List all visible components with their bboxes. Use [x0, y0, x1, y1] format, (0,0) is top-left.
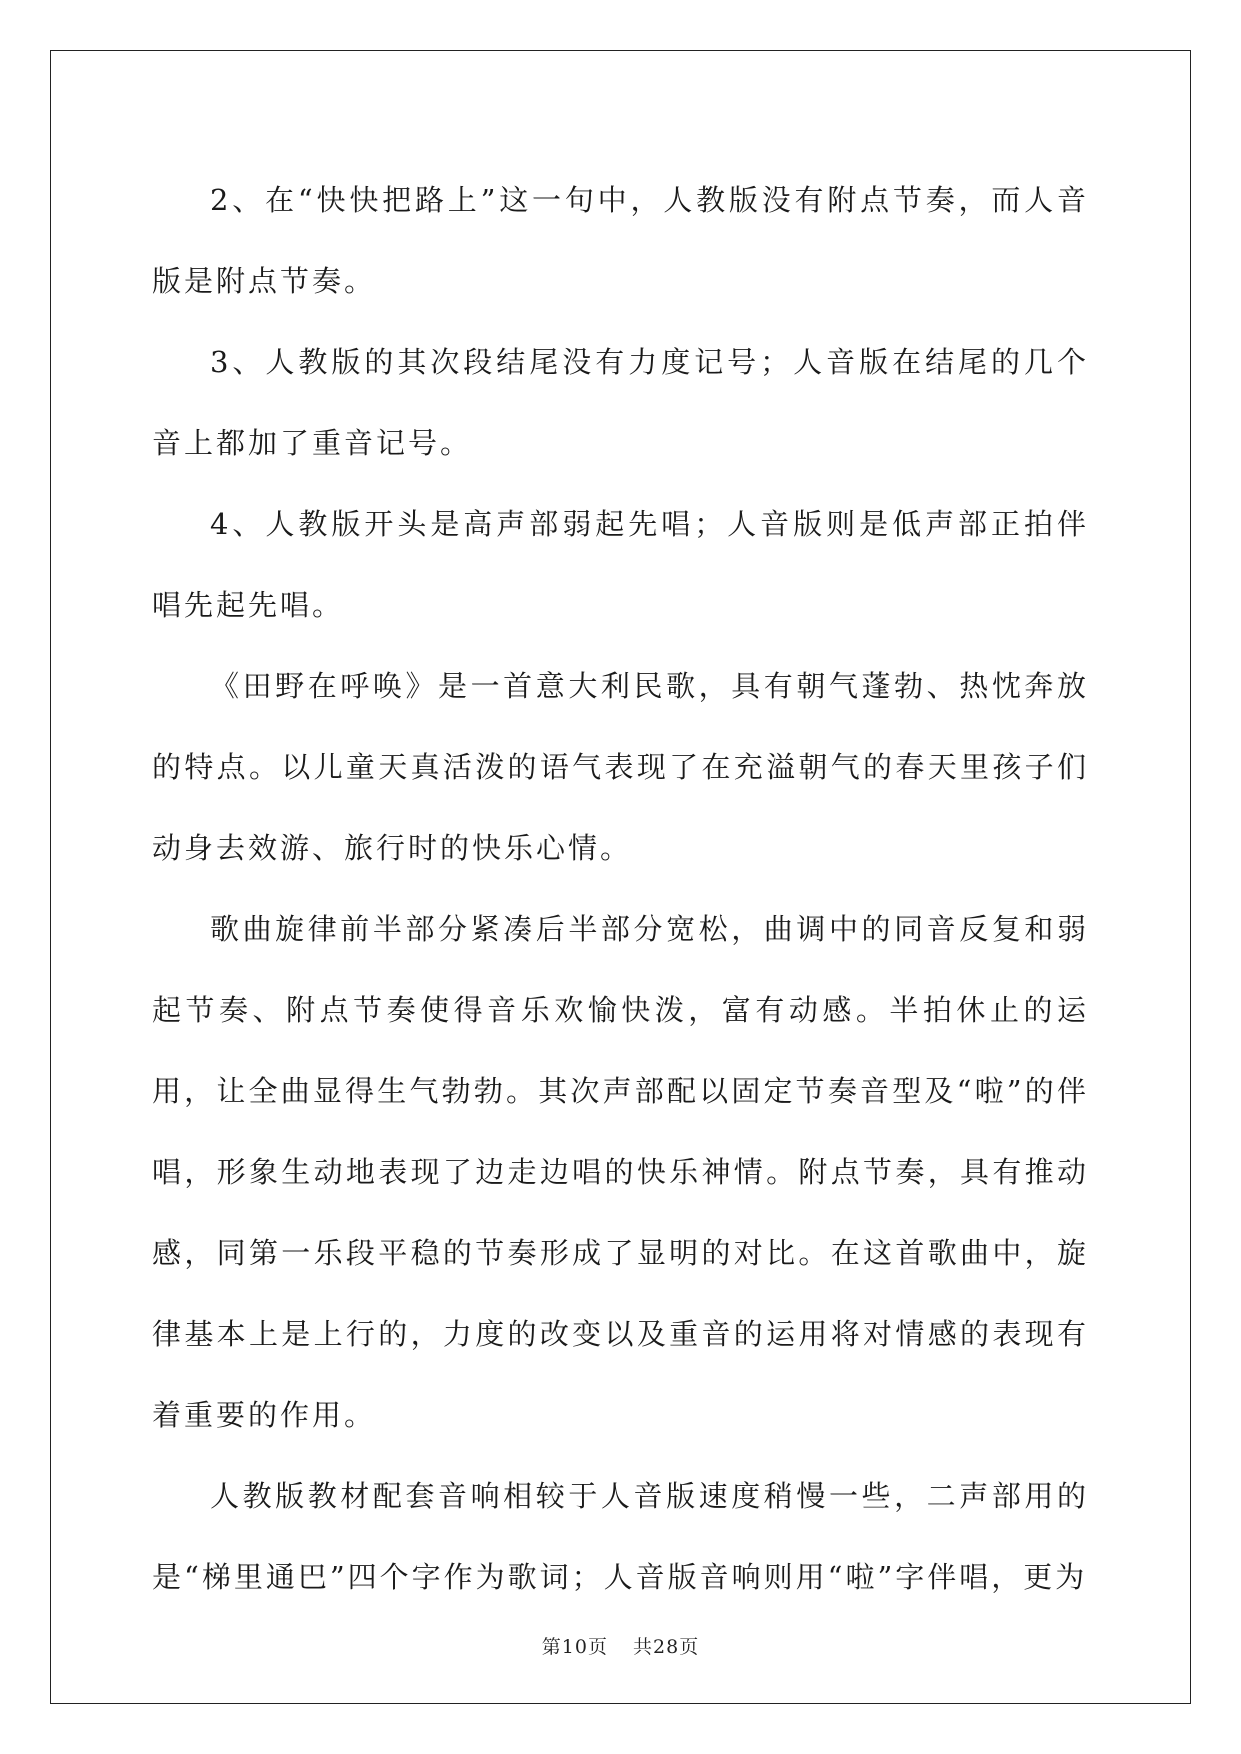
paragraph-audio-comparison: 人教版教材配套音响相较于人音版速度稍慢一些，二声部用的是“梯里通巴”四个字作为歌词；人音版音响则用“啦”字伴唱，更为: [152, 1479, 1089, 1594]
paragraph-dynamics-comparison: 3、人教版的其次段结尾没有力度记号；人音版在结尾的几个音上都加了重音记号。: [152, 345, 1089, 460]
paragraph-song-intro: 《田野在呼唤》是一首意大利民歌，具有朝气蓬勃、热忱奔放的特点。以儿童天真活泼的语气表现了在充溢朝气的春天里孩子们动身去效游、旅行时的快乐心情。: [152, 669, 1089, 865]
total-page-count: 共28页: [633, 1636, 700, 1658]
current-page-number: 第10页: [541, 1636, 608, 1658]
paragraph-opening-comparison: 4、人教版开头是高声部弱起先唱；人音版则是低声部正拍伴唱先起先唱。: [152, 507, 1089, 622]
paragraph-rhythm-comparison: 2、在“快快把路上”这一句中，人教版没有附点节奏，而人音版是附点节奏。: [152, 183, 1089, 298]
page-footer: [0, 1632, 1241, 1659]
document-body: [152, 160, 1089, 1618]
paragraph-melody-analysis: 歌曲旋律前半部分紧凑后半部分宽松，曲调中的同音反复和弱起节奏、附点节奏使得音乐欢愉快泼，富有动感。半拍休止的运用，让全曲显得生气勃勃。其次声部配以固定节奏音型及“啦”的伴唱，形象生动地表现了边走边唱的快乐神情。附点节奏，具有推动感，同第一乐段平稳的节奏形成了显明的对比。在这首歌曲中，旋律基本上是上行的，力度的改变以及重音的运用将对情感的表现有着重要的作用。: [152, 912, 1089, 1432]
